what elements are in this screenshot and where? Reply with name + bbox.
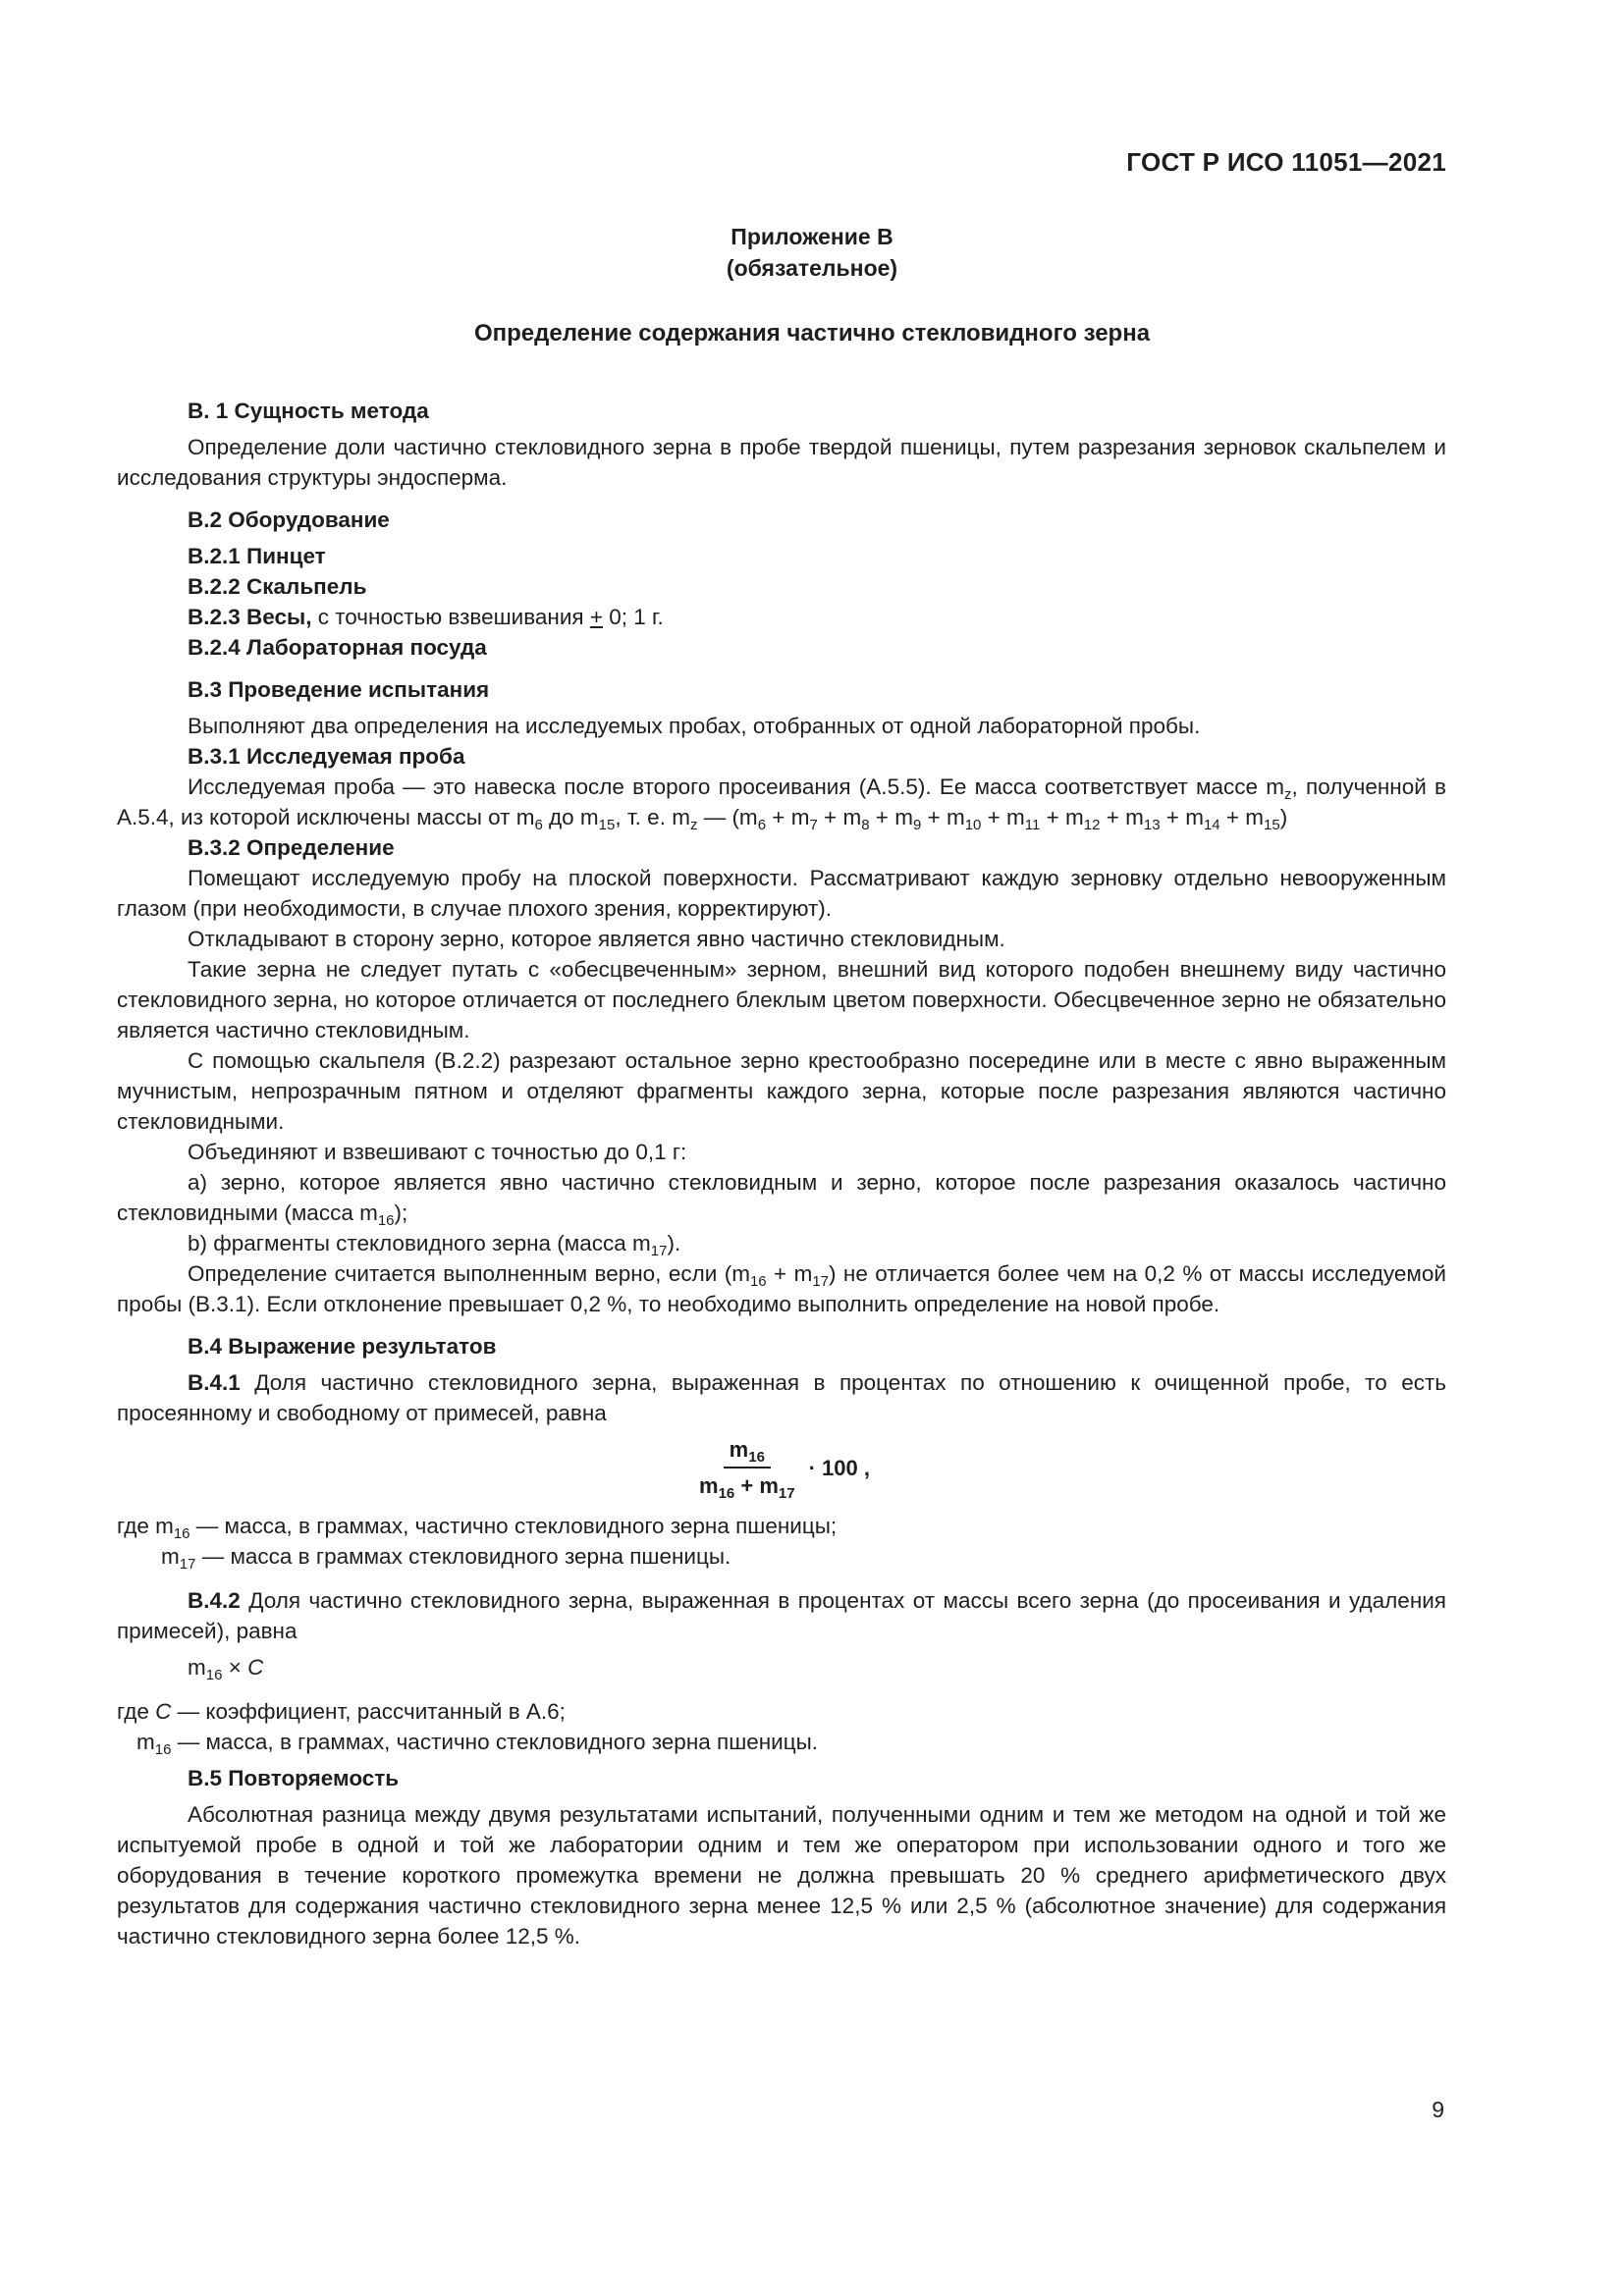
b32-item-b xyxy=(117,1228,1446,1258)
item-b21: В.2.1 Пинцет xyxy=(188,544,326,568)
sub-13: 13 xyxy=(1143,817,1161,833)
where-prefix: где xyxy=(117,1699,156,1724)
m: m xyxy=(136,1730,155,1754)
where-prefix: где m xyxy=(117,1514,174,1538)
item-b-end: ). xyxy=(667,1231,681,1255)
m: m xyxy=(946,805,965,829)
plus: + xyxy=(869,805,895,829)
plus: + xyxy=(1100,805,1126,829)
sub-16: 16 xyxy=(748,1449,765,1466)
section-b2-title: В.2 Оборудование xyxy=(188,507,390,532)
sub-7: 7 xyxy=(809,817,818,833)
coef-c: C xyxy=(155,1699,172,1724)
b31-text-c: до m xyxy=(542,805,599,829)
b42-label: В.4.2 xyxy=(188,1588,241,1613)
b31-text-a: Исследуемая проба — это навеска после второго просеивания (А.5.5). Ее масса соответствует массе m xyxy=(188,774,1285,799)
item-b22: В.2.2 Скальпель xyxy=(188,574,367,599)
sub-9: 9 xyxy=(912,817,922,833)
b32-paragraph-3: Такие зерна не следует путать с «обесцвеченным» зерном, внешний вид которого подобен внешнему виду частично стекловидного зерна, но которое отличается от последнего блеклым цветом поверхности. Обесцвеченное зерно не обязательно является частично стекловидным. xyxy=(117,957,1446,1042)
plus: + xyxy=(734,1473,760,1498)
sub-6: 6 xyxy=(534,817,543,833)
standard-code: ГОСТ Р ИСО 11051—2021 xyxy=(1126,147,1446,177)
b32-paragraph-6 xyxy=(117,1258,1446,1319)
sub-17: 17 xyxy=(650,1243,668,1259)
section-b32-title: В.3.2 Определение xyxy=(188,835,395,860)
p6-text-b: + m xyxy=(766,1261,813,1286)
b31-text-b: , полученной в А.5.4, из которой исключены массы от m xyxy=(117,774,1446,829)
appendix-status: (обязательное) xyxy=(726,255,898,281)
sub-z: z xyxy=(1284,786,1292,803)
b31-text-e: — (m xyxy=(697,805,758,829)
sub-17: 17 xyxy=(778,1485,795,1502)
where-m16-text: — масса, в граммах, частично стекловидного зерна пшеницы; xyxy=(189,1514,838,1538)
fraction-denominator xyxy=(693,1468,801,1501)
plus: + xyxy=(817,805,843,829)
page-number: 9 xyxy=(1432,2097,1444,2122)
item-b-text: b) фрагменты стекловидного зерна (масса m xyxy=(188,1231,651,1255)
m: m xyxy=(699,1473,719,1498)
b41-text: Доля частично стекловидного зерна, выраженная в процентах по отношению к очищенной пробе, то есть просеянному и свободному от примесей, равна xyxy=(117,1370,1446,1425)
section-b5-title: В.5 Повторяемость xyxy=(188,1766,400,1790)
plus-minus-sign: + xyxy=(589,605,604,629)
sub-8: 8 xyxy=(861,817,870,833)
m: m xyxy=(729,1437,749,1462)
where-m17-text: — масса в граммах стекловидного зерна пшеницы. xyxy=(195,1544,731,1569)
sub-16: 16 xyxy=(718,1485,735,1502)
appendix-title: Приложение В xyxy=(731,224,893,249)
section-b31-text xyxy=(117,772,1446,832)
spacer xyxy=(117,1572,1446,1585)
b32-paragraph-1: Помещают исследуемую пробу на плоской поверхности. Рассматривают каждую зерновку отдельно невооруженным глазом (при необходимости, в случае плохого зрения, корректируют). xyxy=(117,866,1446,921)
item-a-end: ); xyxy=(394,1201,408,1225)
m: m xyxy=(188,1655,206,1680)
item-a-text: а) зерно, которое является явно частично стекловидным и зерно, которое после разрезания оказалось частично стекловидными (масса m xyxy=(117,1170,1446,1225)
item-b23-label: В.2.3 Весы, xyxy=(188,605,312,629)
b42-text: Доля частично стекловидного зерна, выраженная в процентах от массы всего зерна (до просеивания и удаления примесей), равна xyxy=(117,1588,1446,1643)
m: m xyxy=(759,1473,779,1498)
sub-14: 14 xyxy=(1203,817,1220,833)
item-b23-text: с точностью взвешивания xyxy=(311,605,590,629)
where-c-text: — коэффициент, рассчитанный в А.6; xyxy=(171,1699,566,1724)
plus: + xyxy=(1160,805,1186,829)
spacer xyxy=(117,1682,1446,1696)
sub-z2: z xyxy=(689,817,698,833)
m: m xyxy=(894,805,913,829)
section-b3-title: В.3 Проведение испытания xyxy=(188,677,490,702)
document-body xyxy=(117,396,1446,1951)
where-m17 xyxy=(117,1541,1446,1572)
sub-16: 16 xyxy=(154,1741,172,1758)
b41-label: В.4.1 xyxy=(188,1370,241,1395)
formula-suffix: · 100 , xyxy=(808,1455,870,1480)
plus: + xyxy=(766,805,791,829)
b32-paragraph-2: Откладывают в сторону зерно, которое является явно частично стекловидным. xyxy=(188,927,1005,951)
section-b4-title: В.4 Выражение результатов xyxy=(188,1334,497,1359)
fraction-numerator xyxy=(724,1434,771,1468)
sub-11: 11 xyxy=(1024,817,1041,833)
sub-16: 16 xyxy=(377,1212,395,1229)
sub-10: 10 xyxy=(964,817,982,833)
sub-17: 17 xyxy=(179,1556,196,1573)
sub-6b: 6 xyxy=(757,817,767,833)
fraction xyxy=(693,1434,801,1501)
p6-text-c: ) не отличается более чем на 0,2 % от массы исследуемой пробы (В.3.1). Если отклонение превышает 0,2 %, то необходимо выполнить определение на новой пробе. xyxy=(117,1261,1446,1316)
item-b24: В.2.4 Лабораторная посуда xyxy=(188,635,487,660)
m: m xyxy=(1185,805,1204,829)
m: m xyxy=(1125,805,1144,829)
sub-16: 16 xyxy=(173,1525,190,1542)
formula-fraction xyxy=(117,1434,1446,1501)
sub-16: 16 xyxy=(749,1273,767,1290)
plus: + xyxy=(921,805,947,829)
plus: + xyxy=(981,805,1007,829)
m: m xyxy=(161,1544,180,1569)
where-c xyxy=(117,1696,1446,1727)
m: m xyxy=(842,805,862,829)
sub-16: 16 xyxy=(205,1667,223,1683)
sub-15b: 15 xyxy=(1264,817,1280,833)
section-b1-title: В. 1 Сущность метода xyxy=(188,399,429,423)
close-paren: ) xyxy=(1279,805,1288,829)
b31-text-d: , т. е. m xyxy=(615,805,690,829)
section-b1-text: Определение доли частично стекловидного зерна в пробе твердой пшеницы, путем разрезания зерновок скальпелем и исследования структуры эндосперма. xyxy=(117,435,1446,490)
section-b5-text: Абсолютная разница между двумя результатами испытаний, полученными одним и тем же методом на одной и той же испытуемой пробе в одной и той же лаборатории одним и тем же оператором при использовании одного и того же оборудования в течение короткого промежутка времени не должна превышать 20 % среднего арифметического двух результатов для содержания частично стекловидного зерна менее 12,5 % или 2,5 % (абсолютное значение) для содержания частично стекловидного зерна более 12,5 %. xyxy=(117,1802,1446,1949)
coef-c: C xyxy=(247,1655,264,1680)
item-b23-tail: 0; 1 г. xyxy=(603,605,664,629)
sub-12: 12 xyxy=(1083,817,1101,833)
where-m16-second xyxy=(117,1727,1446,1757)
b32-paragraph-5: Объединяют и взвешивают с точностью до 0,1 г: xyxy=(188,1140,687,1164)
section-b41 xyxy=(117,1367,1446,1428)
plus: + xyxy=(1219,805,1246,829)
m: m xyxy=(1006,805,1025,829)
section-b3-intro: Выполняют два определения на исследуемых пробах, отобранных от одной лабораторной пробы. xyxy=(188,714,1201,738)
where-m16 xyxy=(117,1511,1446,1541)
section-b31-title: В.3.1 Исследуемая проба xyxy=(188,744,465,769)
section-b42 xyxy=(117,1585,1446,1646)
item-b23 xyxy=(117,602,1446,632)
m: m xyxy=(1245,805,1265,829)
formula-m16-c xyxy=(117,1652,1446,1682)
sub-17: 17 xyxy=(812,1273,830,1290)
sub-15: 15 xyxy=(598,817,616,833)
m: m xyxy=(1065,805,1084,829)
appendix-heading: Определение содержания частично стекловидного зерна xyxy=(473,320,1151,347)
plus: + xyxy=(1040,805,1066,829)
where-m16-second-text: — масса, в граммах, частично стекловидного зерна пшеницы. xyxy=(171,1730,819,1754)
b32-paragraph-4: С помощью скальпеля (В.2.2) разрезают остальное зерно крестообразно посередине или в месте с явно выраженным мучнистым, непрозрачным пятном и отделяют фрагменты каждого зерна, которые после разрезания являются частично стекловидными. xyxy=(117,1048,1446,1134)
p6-text-a: Определение считается выполненным верно, если (m xyxy=(188,1261,750,1286)
b32-item-a xyxy=(117,1167,1446,1228)
m: m xyxy=(790,805,810,829)
mult-sign: × xyxy=(222,1655,248,1680)
